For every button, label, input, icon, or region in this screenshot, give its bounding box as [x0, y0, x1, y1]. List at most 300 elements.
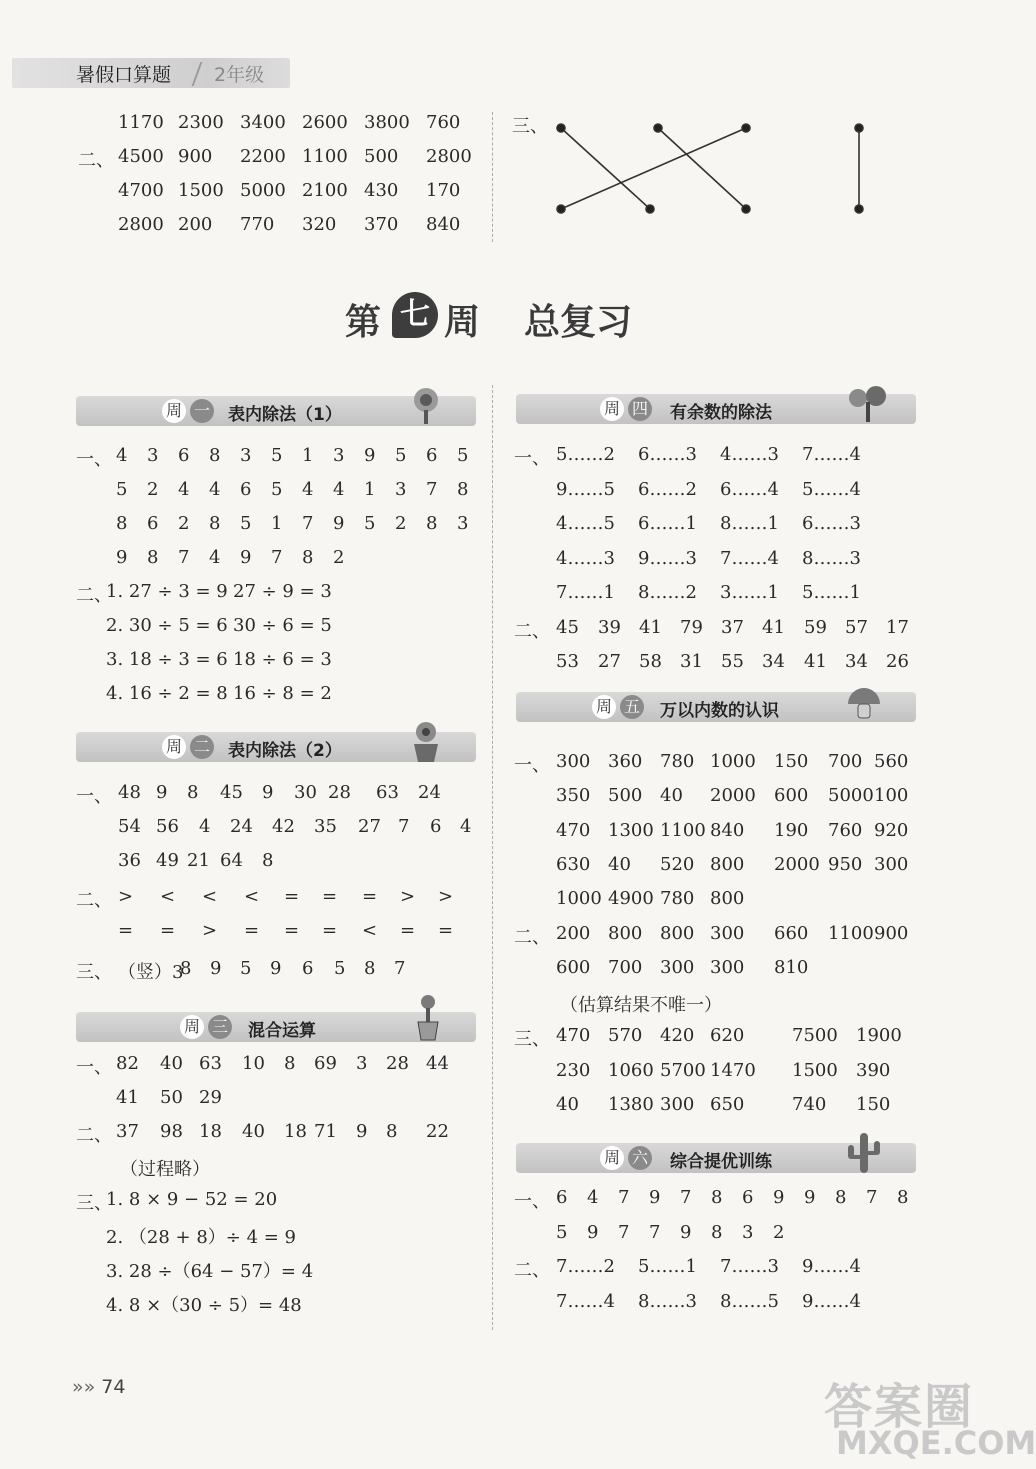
answer-value: 300 [660, 1094, 695, 1115]
match-dot [742, 124, 750, 132]
section-title: 表内除法（1） [228, 405, 342, 425]
question-number: 一、 [76, 1057, 112, 1078]
answer-value: 27 [598, 651, 621, 672]
answer-value: 8……1 [720, 513, 779, 534]
page-number-value: 74 [101, 1376, 126, 1398]
answer-value: 4 [333, 479, 345, 500]
answer-value: 2 [333, 547, 345, 568]
answer-value: 98 [160, 1121, 183, 1142]
answer-value: 5 [457, 445, 469, 466]
answer-value: 470 [556, 819, 591, 841]
answer-value: 7 [394, 958, 406, 979]
answer-value: 3800 [364, 112, 410, 133]
answer-value: 9 [270, 958, 282, 979]
matching-label: 三、 [512, 116, 548, 137]
answer-value: 5 [334, 958, 346, 979]
question-number: 二、 [76, 585, 112, 606]
answer-value: 700 [828, 751, 863, 772]
answer-value: 1380 [608, 1094, 654, 1115]
answer-value: 49 [156, 850, 179, 871]
answer-value: 9 [364, 445, 376, 466]
answer-value: 8 [364, 958, 376, 979]
answer-value: 7……4 [556, 1290, 615, 1312]
answer-value: 3 [395, 479, 407, 500]
answer-value: 600 [556, 956, 591, 978]
answer-row [514, 957, 914, 991]
answer-value: 300 [874, 853, 909, 875]
watermark-url: MXQE.COM [836, 1424, 1036, 1462]
answer-value: 8 [116, 513, 128, 534]
answer-value: 41 [762, 616, 785, 638]
answer-row [514, 444, 914, 479]
answer-value: 42 [272, 816, 295, 837]
answer-value: 3 [457, 513, 469, 534]
mushroom-icon [844, 684, 884, 724]
answer-value: 760 [828, 819, 863, 841]
answer-value: = [400, 920, 416, 941]
answer-value: 26 [886, 651, 909, 672]
answer-value: 9 [680, 1221, 692, 1243]
answer-value: 8 [426, 513, 438, 534]
answer-value: 45 [556, 616, 579, 638]
answer-value: 300 [710, 922, 745, 944]
answer-row [514, 1025, 914, 1059]
answer-value: 40 [556, 1094, 579, 1115]
answer-value: 950 [828, 853, 863, 875]
answer-value: 7……4 [802, 444, 861, 465]
question-number: 二、 [76, 1125, 112, 1146]
answer-value: 560 [874, 751, 909, 772]
top-left-answers [78, 112, 488, 248]
answer-value: 7……4 [720, 547, 779, 569]
answer-row [514, 1187, 914, 1222]
answer-value: 500 [364, 146, 399, 167]
answer-value: 9 [356, 1121, 368, 1142]
answer-value: 840 [426, 214, 461, 235]
match-dot [742, 205, 750, 213]
answer-value: 7 [618, 1187, 630, 1208]
week-label: 周 [600, 397, 624, 421]
answer-value: 650 [710, 1094, 745, 1115]
answer-value: 810 [774, 956, 809, 978]
answer-value: < [160, 886, 176, 907]
tuesday-answers [76, 782, 476, 982]
answer-value: 6 [178, 445, 190, 466]
answer-value: 2 [178, 513, 190, 534]
answer-value: 800 [608, 922, 643, 944]
thursday-answers [514, 444, 914, 679]
answer-value: 2300 [178, 112, 224, 133]
answer-value: 7500 [792, 1025, 838, 1047]
answer-value: 1470 [710, 1059, 756, 1081]
answer-value: 5 [395, 445, 407, 466]
answer-row [76, 886, 476, 920]
answer-row [76, 1257, 476, 1291]
potted-flower-icon [406, 720, 446, 764]
answer-row [514, 651, 914, 686]
answer-value: 6……2 [638, 478, 697, 500]
answer-value: 1 [302, 445, 314, 466]
answer-row [514, 923, 914, 957]
answer-value: 44 [426, 1053, 449, 1074]
question-number: 一、 [76, 449, 112, 470]
flower-icon [404, 386, 448, 426]
answer-value: 300 [556, 751, 591, 772]
answer-value: 8 [835, 1187, 847, 1208]
answer-value: （竖）3 [118, 962, 184, 983]
answer-row [514, 1256, 914, 1291]
section-title: 万以内数的认识 [660, 701, 779, 721]
answer-value: 37 [116, 1121, 139, 1142]
answer-value: 1100 [302, 146, 348, 167]
answer-value: 1 [271, 513, 283, 534]
answer-value: 630 [556, 853, 591, 875]
answer-value: 59 [804, 616, 827, 638]
answer-value: > [400, 886, 416, 907]
answer-value: 200 [178, 214, 213, 235]
section-bar-monday [76, 396, 476, 426]
day-label: 四 [628, 397, 652, 421]
answer-row [76, 479, 476, 513]
answer-value: 28 [386, 1053, 409, 1074]
answer-value: 2100 [302, 180, 348, 201]
match-line [561, 128, 746, 209]
answer-row [76, 649, 476, 683]
question-number: 二、 [514, 926, 550, 948]
answer-value: 45 [220, 782, 243, 803]
answer-value: 41 [639, 616, 662, 638]
answer-value: 780 [660, 888, 695, 910]
week-label: 周 [162, 735, 186, 759]
main-column-divider [492, 385, 493, 1330]
answer-value: 8 [262, 850, 274, 871]
answer-value: 5……1 [802, 582, 861, 603]
match-dot [654, 124, 662, 132]
week-label: 周 [600, 1146, 624, 1170]
answer-value: 570 [608, 1025, 643, 1047]
answer-value: 8 [209, 513, 221, 534]
watermark-logo: 答案圈 [824, 1379, 975, 1435]
answer-row [76, 547, 476, 581]
answer-value: 71 [314, 1121, 337, 1142]
answer-value: 1100 [660, 819, 706, 841]
answer-value: 5000 [828, 785, 874, 807]
answer-value: 82 [116, 1053, 139, 1074]
answer-value: = [118, 920, 134, 941]
week-title-suffix: 周 [444, 302, 481, 343]
answer-value: 22 [426, 1121, 449, 1142]
answer-value: 3 [147, 445, 159, 466]
answer-value: （过程略） [120, 1159, 210, 1180]
answer-value: 40 [160, 1053, 183, 1074]
answer-value: 9 [333, 513, 345, 534]
answer-row [514, 617, 914, 652]
section-title: 综合提优训练 [670, 1152, 772, 1172]
answer-value: 7 [271, 547, 283, 568]
section-bar-thursday [516, 394, 916, 424]
answer-value: 920 [874, 819, 909, 841]
answer-value: 34 [845, 651, 868, 672]
answer-row [76, 958, 476, 992]
answer-value: 900 [178, 146, 213, 167]
answer-value: 320 [302, 214, 337, 235]
answer-value: 34 [762, 651, 785, 672]
answer-value: 8 [457, 479, 469, 500]
section-bar-wednesday [76, 1012, 476, 1042]
answer-value: 30 ÷ 6 = 5 [233, 615, 332, 636]
answer-row [76, 513, 476, 547]
answer-value: 700 [608, 956, 643, 978]
answer-value: 79 [680, 616, 703, 638]
answer-value: 36 [118, 850, 141, 871]
answer-value: 4500 [118, 146, 164, 167]
answer-value: 6……3 [638, 444, 697, 465]
match-line [561, 128, 650, 209]
top-column-divider [492, 112, 493, 242]
answer-value: 40 [608, 853, 631, 875]
answer-value: 100 [874, 785, 909, 807]
answer-value: 2800 [118, 214, 164, 235]
answer-row [514, 479, 914, 514]
answer-value: 8 [897, 1187, 909, 1208]
answer-value: 3 [742, 1221, 754, 1243]
answer-value: 9……5 [556, 478, 615, 500]
answer-value: 8……3 [802, 547, 861, 569]
answer-value: 18 [199, 1121, 222, 1142]
answer-value: 17 [886, 616, 909, 638]
match-dot [855, 124, 863, 132]
answer-value: 2000 [710, 785, 756, 807]
answer-value: 9 [773, 1187, 785, 1208]
answer-value: = [438, 920, 454, 941]
answer-value: 390 [856, 1059, 891, 1081]
answer-value: 28 [328, 782, 351, 803]
answer-value: 9 [240, 547, 252, 568]
answer-value: 4 [587, 1187, 599, 1208]
answer-value: 760 [426, 112, 461, 133]
answer-row [76, 1087, 476, 1121]
answer-value: 620 [710, 1025, 745, 1047]
answer-value: 7……2 [556, 1256, 615, 1277]
answer-value: 200 [556, 922, 591, 944]
answer-value: 40 [660, 785, 683, 807]
match-dot [855, 205, 863, 213]
answer-value: 4 [178, 479, 190, 500]
answer-value: 9 [587, 1221, 599, 1243]
answer-value: 3 [333, 445, 345, 466]
answer-value: 35 [314, 816, 337, 837]
day-label: 二 [190, 735, 214, 759]
answer-value: 7……1 [556, 582, 615, 603]
answer-value: 55 [721, 651, 744, 672]
answer-value: 780 [660, 751, 695, 772]
answer-value: 5700 [660, 1059, 706, 1081]
week-number-badge: 七 [392, 292, 438, 338]
answer-row [514, 888, 914, 922]
answer-value: 520 [660, 853, 695, 875]
answer-value: 9……3 [638, 547, 697, 569]
answer-value: 3. 28 ÷（64 − 57）= 4 [106, 1261, 314, 1282]
answer-value: 63 [199, 1053, 222, 1074]
week-title-prefix: 第 [345, 302, 382, 343]
answer-value: 16 ÷ 8 = 2 [233, 683, 332, 704]
answer-value: < [362, 920, 378, 941]
answer-row [76, 615, 476, 649]
answer-value: 2800 [426, 146, 472, 167]
question-number: 三、 [76, 962, 112, 983]
answer-value: 4. 16 ÷ 2 = 8 [106, 683, 228, 704]
answer-value: 230 [556, 1059, 591, 1081]
answer-value: 1170 [118, 112, 164, 133]
answer-value: 2. （28 + 8）÷ 4 = 9 [106, 1227, 297, 1248]
answer-value: 360 [608, 751, 643, 772]
answer-row [514, 1291, 914, 1326]
question-number: 三、 [76, 1193, 112, 1214]
answer-value: 600 [774, 785, 809, 807]
answer-value: （估算结果不唯一） [560, 995, 722, 1017]
answer-value: < [202, 886, 218, 907]
answer-value: 7 [649, 1221, 661, 1243]
answer-value: 54 [118, 816, 141, 837]
answer-row [76, 816, 476, 850]
day-label: 三 [208, 1015, 232, 1039]
answer-row [514, 1094, 914, 1128]
answer-value: 1500 [178, 180, 224, 201]
monday-answers [76, 445, 476, 717]
answer-value: 8 [302, 547, 314, 568]
answer-row [514, 820, 914, 854]
answer-row [76, 850, 476, 884]
answer-value: 50 [160, 1087, 183, 1108]
answer-value: 1 [364, 479, 376, 500]
answer-value: 6 [742, 1187, 754, 1208]
answer-value: 9 [262, 782, 274, 803]
answer-value: 5……1 [638, 1256, 697, 1277]
answer-row [76, 1053, 476, 1087]
answer-value: 8 [386, 1121, 398, 1142]
answer-value: 7 [302, 513, 314, 534]
answer-value: 4. 8 ×（30 ÷ 5）= 48 [106, 1295, 302, 1316]
answer-value: = [284, 886, 300, 907]
answer-value: 2200 [240, 146, 286, 167]
answer-value: 5 [240, 958, 252, 979]
answer-value: 4700 [118, 180, 164, 201]
answer-value: 29 [199, 1087, 222, 1108]
answer-value: < [244, 886, 260, 907]
answer-row [76, 1155, 476, 1189]
answer-row [76, 581, 476, 615]
answer-value: 5 [271, 445, 283, 466]
saturday-answers [514, 1187, 914, 1317]
answer-value: 4……3 [720, 444, 779, 465]
answer-value: 170 [426, 180, 461, 201]
section-bar-tuesday [76, 732, 476, 762]
answer-value: 190 [774, 819, 809, 841]
answer-value: 7……3 [720, 1256, 779, 1277]
answer-value: 900 [874, 922, 909, 944]
answer-value: 5 [364, 513, 376, 534]
answer-value: 770 [240, 214, 275, 235]
matching-diagram [545, 115, 875, 220]
answer-value: 7 [178, 547, 190, 568]
answer-value: 2 [773, 1221, 785, 1243]
answer-value: 8 [187, 782, 199, 803]
answer-row [514, 751, 914, 785]
answer-value: 24 [230, 816, 253, 837]
answer-value: > [202, 920, 218, 941]
answer-value: 1. 8 × 9 − 52 = 20 [106, 1189, 278, 1210]
answer-value: 370 [364, 214, 399, 235]
answer-value: 1500 [792, 1059, 838, 1081]
answer-value: 300 [710, 956, 745, 978]
answer-value: 8 [711, 1187, 723, 1208]
answer-value: 2600 [302, 112, 348, 133]
answer-value: 5 [240, 513, 252, 534]
answer-value: 150 [856, 1094, 891, 1115]
answer-value: 6 [147, 513, 159, 534]
answer-value: 3 [240, 445, 252, 466]
answer-row [514, 785, 914, 819]
answer-value: 24 [418, 782, 441, 803]
answer-value: 1900 [856, 1025, 902, 1047]
answer-value: = [160, 920, 176, 941]
section-bar-friday [516, 692, 916, 722]
answer-value: 64 [220, 850, 243, 871]
question-number: 二、 [514, 620, 550, 642]
answer-value: 4 [199, 816, 211, 837]
answer-value: 470 [556, 1025, 591, 1047]
answer-value: 2. 30 ÷ 5 = 6 [106, 615, 228, 636]
answer-value: 7 [398, 816, 410, 837]
answer-value: 9……4 [802, 1290, 861, 1312]
answer-value: 21 [187, 850, 210, 871]
page-number [72, 1376, 125, 1398]
section-title: 有余数的除法 [670, 403, 772, 423]
match-dot [646, 205, 654, 213]
answer-value: 4 [209, 547, 221, 568]
answer-value: 1. 27 ÷ 3 = 9 [106, 581, 228, 602]
section-bar-saturday [516, 1143, 916, 1173]
answer-value: 350 [556, 785, 591, 807]
answer-value: 9……4 [802, 1256, 861, 1277]
answer-value: 6……1 [638, 513, 697, 534]
answer-value: 7 [866, 1187, 878, 1208]
answer-value: 3……1 [720, 582, 779, 603]
answer-row [76, 683, 476, 717]
answer-value: 39 [598, 616, 621, 638]
book-title: 暑假口算题 [76, 64, 172, 86]
answer-value: 53 [556, 651, 579, 672]
question-number: 一、 [514, 448, 550, 469]
match-dot [557, 205, 565, 213]
answer-value: 6……4 [720, 478, 779, 500]
question-number: 一、 [514, 755, 550, 776]
question-number: 一、 [76, 786, 112, 807]
answer-value: 41 [804, 651, 827, 672]
answer-value: 840 [710, 819, 745, 841]
answer-value: 8 [147, 547, 159, 568]
answer-value: > [118, 886, 134, 907]
answer-row [514, 582, 914, 617]
answer-value: 5000 [240, 180, 286, 201]
answer-value: 5……2 [556, 444, 615, 465]
answer-row [514, 1222, 914, 1257]
day-label: 五 [620, 695, 644, 719]
answer-value: 2 [147, 479, 159, 500]
flower-pot-icon [412, 992, 446, 1042]
answer-value: 57 [845, 616, 868, 638]
answer-value: 660 [774, 922, 809, 944]
